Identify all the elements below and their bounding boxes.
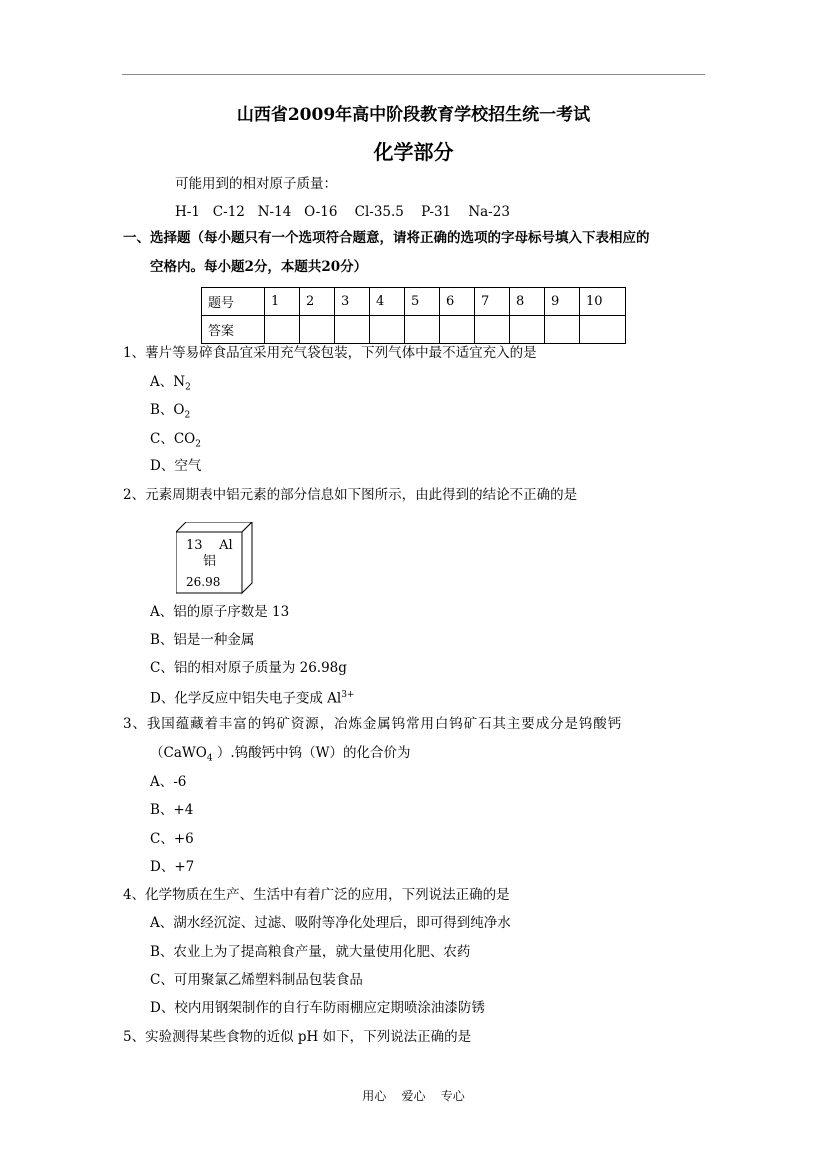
table-cell-number: 2 [300, 288, 335, 316]
question-4-stem: 4、化学物质在生产、生活中有着广泛的应用，下列说法正确的是 [123, 887, 510, 903]
table-label-number: 题号 [202, 288, 265, 316]
question-4-option-c: C、可用聚氯乙烯塑料制品包装食品 [150, 972, 363, 988]
answer-cell[interactable] [510, 316, 545, 344]
table-cell-number: 9 [545, 288, 580, 316]
question-3-option-c: C、+6 [150, 831, 194, 847]
question-3-option-a: A、-6 [150, 774, 187, 790]
question-1-option-b: B、$O_2$ [150, 402, 191, 421]
answer-cell[interactable] [265, 316, 300, 344]
question-2-option-a: A、铝的原子序数是 13 [150, 604, 290, 620]
element-card-aluminum [176, 522, 256, 600]
answer-cell[interactable] [370, 316, 405, 344]
answer-table-number-row [202, 288, 626, 316]
answer-cell[interactable] [405, 316, 440, 344]
question-4-option-a: A、湖水经沉淀、过滤、吸附等净化处理后，即可得到纯净水 [150, 915, 511, 931]
atomic-mass-intro: 可能用到的相对原子质量： [175, 176, 337, 192]
table-cell-number: 5 [405, 288, 440, 316]
table-cell-number: 1 [265, 288, 300, 316]
question-3-option-b: B、+4 [150, 802, 194, 818]
question-1-option-a: A、$N_2$ [150, 374, 191, 393]
section-heading-line2: 空格内。每小题2分，本题共20分） [150, 259, 368, 275]
page-footer: 用心 爱心 专心 [362, 1089, 465, 1103]
table-cell-number: 6 [440, 288, 475, 316]
question-1-stem: 1、薯片等易碎食品宜采用充气袋包装，下列气体中最不适宜充入的是 [123, 345, 537, 361]
question-3-stem-line1: 3、我国蕴藏着丰富的钨矿资源，冶炼金属钨常用白钨矿石其主要成分是钨酸钙 [123, 716, 623, 732]
question-2-option-c: C、铝的相对原子质量为 26.98g [150, 660, 347, 676]
question-1-option-c: C、$CO_2$ [150, 431, 201, 450]
answer-cell[interactable] [545, 316, 580, 344]
section-heading-line1: 一、选择题（每小题只有一个选项符合题意，请将正确的选项的字母标号填入下表相应的 [123, 230, 650, 246]
answer-cell[interactable] [335, 316, 370, 344]
table-cell-number: 8 [510, 288, 545, 316]
question-2-option-b: B、铝是一种金属 [150, 632, 255, 648]
answer-table-answer-row [202, 316, 626, 344]
element-name: 铝 [203, 554, 217, 569]
question-1-option-d: D、空气 [150, 458, 202, 474]
table-cell-number: 4 [370, 288, 405, 316]
question-3-stem-line2: （CaWO$_4$ ）.钨酸钙中钨（W）的化合价为 [150, 745, 411, 764]
question-5-stem: 5、实验测得某些食物的近似 pH 如下，下列说法正确的是 [123, 1029, 472, 1045]
question-4-option-d: D、校内用钢架制作的自行车防雨棚应定期喷涂油漆防锈 [150, 1000, 485, 1016]
question-4-option-b: B、农业上为了提高粮食产量，就大量使用化肥、农药 [150, 944, 471, 960]
answer-cell[interactable] [300, 316, 335, 344]
answer-cell[interactable] [580, 316, 626, 344]
question-2-stem: 2、元素周期表中铝元素的部分信息如下图所示，由此得到的结论不正确的是 [123, 487, 578, 503]
answer-table [201, 287, 626, 344]
table-cell-number: 10 [580, 288, 626, 316]
answer-cell[interactable] [440, 316, 475, 344]
table-label-answer: 答案 [202, 316, 265, 344]
question-2-option-d: D、化学反应中铝失电子变成 $Al^{3+}$ [150, 690, 355, 707]
table-cell-number: 3 [335, 288, 370, 316]
question-3-option-d: D、+7 [150, 859, 195, 875]
table-cell-number: 7 [475, 288, 510, 316]
atomic-mass-list: H-1 C-12 N-14 O-16 Cl-35.5 P-31 Na-23 [175, 204, 510, 220]
answer-cell[interactable] [475, 316, 510, 344]
header-rule [122, 74, 705, 75]
element-mass: 26.98 [186, 575, 221, 589]
exam-subtitle: 化学部分 [373, 140, 454, 164]
element-number-symbol: 13 Al [186, 538, 233, 553]
exam-title: 山西省2009年高中阶段教育学校招生统一考试 [236, 105, 591, 125]
